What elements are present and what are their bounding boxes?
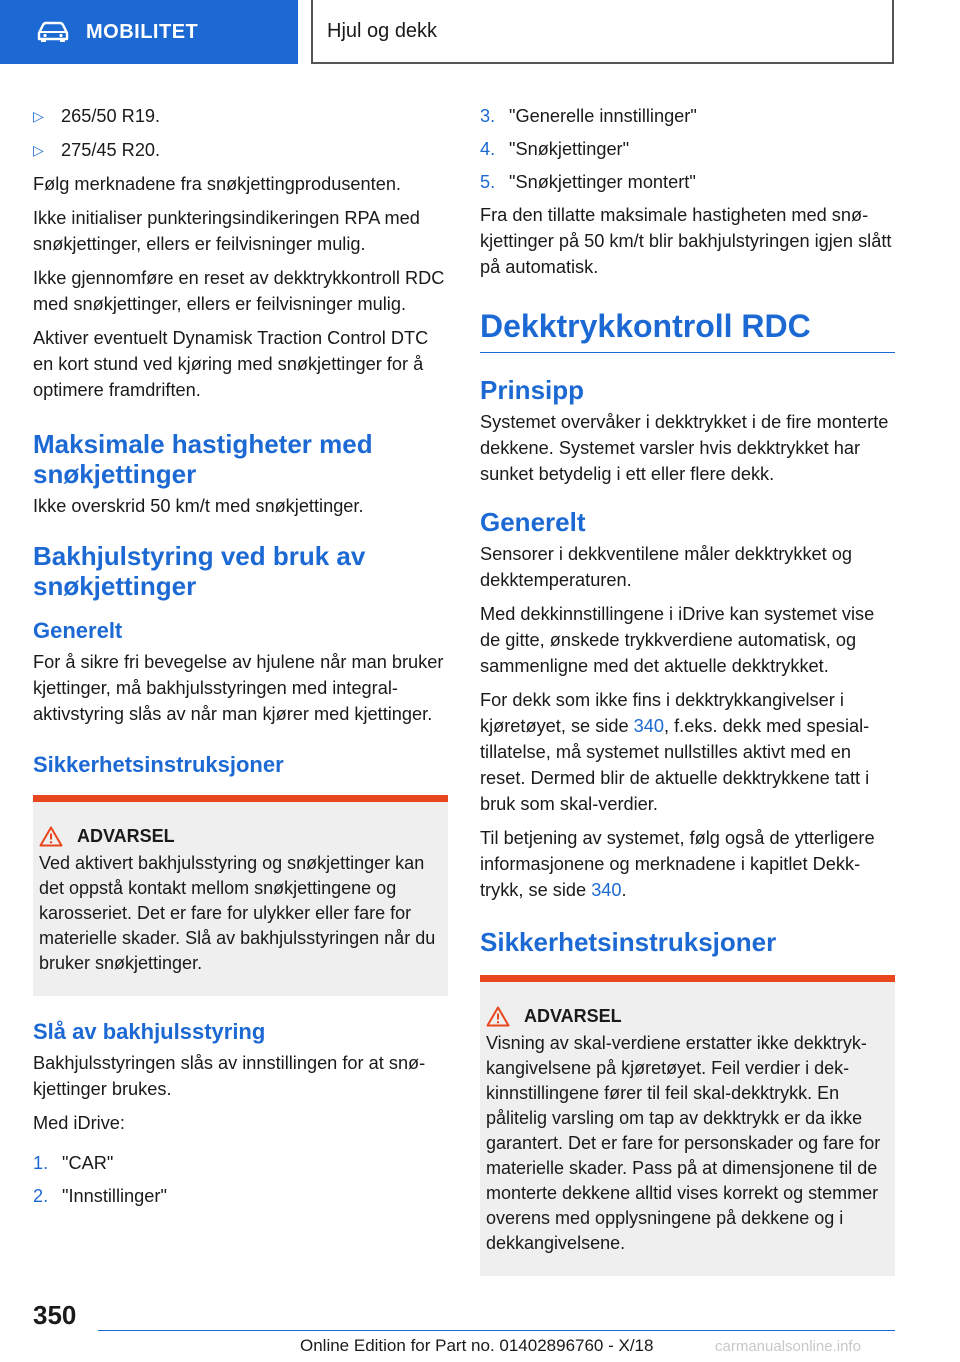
paragraph: Aktiver eventuelt Dynamisk Traction Control DTC en kort stund ved kjøring med snøkjettinger for å optimere framdriften. [33,328,429,400]
paragraph-text: For dekk som ikke fins i dekktrykkangivelser i kjøretøyet, se side [480,690,844,736]
warning-text: Ved aktivert bakhjulsstyring og snøkjettinger kan det oppstå kontakt mellom snøkjettingene og karosseriet. Det er fare for ulykker eller fare for materielle skader. Slå av bakhjulsstyringen når du bruker snøkjettinger. [39,853,436,973]
step-text: "Snøkjettinger montert" [509,172,696,192]
paragraph: Ikke initialiser punkteringsindikeringen RPA med snøkjettinger, ellers er feilvisninger mulig. [33,208,420,254]
heading-safety: Sikkerhetsinstruksjoner [33,752,284,777]
step-text: "Generelle innstillinger" [509,106,697,126]
paragraph [480,687,895,817]
paragraph: For å sikre fri bevegelse av hjulene når man bruker kjettinger, må bakhjulsstyringen med integral-aktivstyring slås av når man kjører med kjettinger. [33,652,444,724]
paragraph: Sensorer i dekkventilene måler dekktrykket og dekktemperaturen. [480,544,853,590]
paragraph: Ikke overskrid 50 km/t med snøkjettinger. [33,496,364,516]
page-number: 350 [33,1300,77,1330]
step-text: "CAR" [62,1153,114,1173]
page-title: Hjul og dekk [327,19,438,42]
step-number: 4. [480,139,496,159]
step-text: "Snøkjettinger" [509,139,630,159]
paragraph: Bakhjulsstyringen slås av innstillingen for at snøkjettinger brukes. [33,1053,426,1099]
list-item [33,137,448,163]
edition-text: Online Edition for Part no. 01402896760 - X/18 [300,1336,654,1355]
warning-triangle-icon [39,826,63,847]
section-label: MOBILITET [86,20,199,43]
paragraph: Ikke gjennomføre en reset av dekktrykkontroll RDC med snøkjettinger, ellers er feilvisninger mulig. [33,268,445,314]
paragraph-text: , f.eks. dekk med spesialtillatelse, må systemet nullstilles aktivt med en reset. Dermed blir de aktuelle dekktrykkene tatt i bruk som skal-verdier. [480,716,870,814]
step-number: 2. [33,1186,49,1206]
section-tab [0,0,298,64]
main-heading: Dekktrykkontroll RDC [480,306,895,353]
list-item [480,103,895,129]
paragraph-text: Til betjening av systemet, følg også de ytterligere informasjonene og merknadene i kapitlet Dekktrykk, se side [480,828,875,900]
paragraph [480,825,895,903]
warning-title-row [486,1004,887,1029]
watermark: carmanualsonline.info [715,1338,861,1355]
paragraph: Med dekkinnstillingene i iDrive kan systemet vise de gitte, ønskede trykkverdiene automatisk, og sammenligne med det aktuelle dekktrykket. [480,604,875,676]
list-item [33,103,448,129]
car-icon [36,21,70,43]
heading-safety: Sikkerhetsinstruksjoner [480,927,777,957]
step-number: 5. [480,172,496,192]
paragraph: Følg merknadene fra snøkjettingprodusenten. [33,174,401,194]
warning-title: ADVARSEL [77,826,175,846]
page-link[interactable]: 340 [591,880,622,900]
bullet-text: 265/50 R19. [61,106,161,126]
footer-divider [98,1330,895,1331]
paragraph-text: . [621,880,627,900]
list-item [33,1150,448,1176]
triangle-bullet-icon: ▷ [33,108,44,124]
heading-max-speed: Maksimale hastigheter med snøkjettinger [33,429,373,489]
heading-deactivate: Slå av bakhjulsstyring [33,1019,266,1044]
page-link[interactable]: 340 [633,716,664,736]
warning-title-row [39,824,440,849]
page-title-box [311,0,894,64]
triangle-bullet-icon: ▷ [33,142,44,158]
paragraph: Med iDrive: [33,1113,125,1133]
list-item [480,169,895,195]
step-number: 3. [480,106,496,126]
warning-box [480,975,895,1276]
bullet-text: 275/45 R20. [61,140,161,160]
heading-principle: Prinsipp [480,375,585,405]
paragraph: Systemet overvåker i dekktrykket i de fire monterte dekkene. Systemet varsler hvis dekktrykket har sunket betydelig i ett eller flere dekk. [480,412,889,484]
step-text: "Innstillinger" [62,1186,167,1206]
heading-general: Generelt [33,618,123,643]
warning-box [33,795,448,996]
right-column [480,103,895,1290]
heading-general: Generelt [480,507,586,537]
warning-triangle-icon [486,1006,510,1027]
heading-rear-steering: Bakhjulstyring ved bruk av snøkjettinger [33,541,366,601]
warning-text: Visning av skal-verdiene erstatter ikke dekktrykkangivelsene på kjøretøyet. Feil verdier i dekkinnstillingene fører til feil skal-dekktrykk. En pålitelig varsling om tap av dekktrykk er da ikke garantert. Det er fare for personskader og fare for materielle skader. Pass på at dimensjonene til de monterte dekkene alltid vises korrekt og stemmer overens med opplysningene på dekkene og i dekkangivelsene. [486,1033,881,1253]
left-column [33,103,448,1216]
step-number: 1. [33,1153,49,1173]
warning-title: ADVARSEL [524,1006,622,1026]
paragraph: Fra den tillatte maksimale hastigheten med snøkjettinger på 50 km/t blir bakhjulstyringen igjen slått på automatisk. [480,205,892,277]
list-item [33,1183,448,1209]
list-item [480,136,895,162]
